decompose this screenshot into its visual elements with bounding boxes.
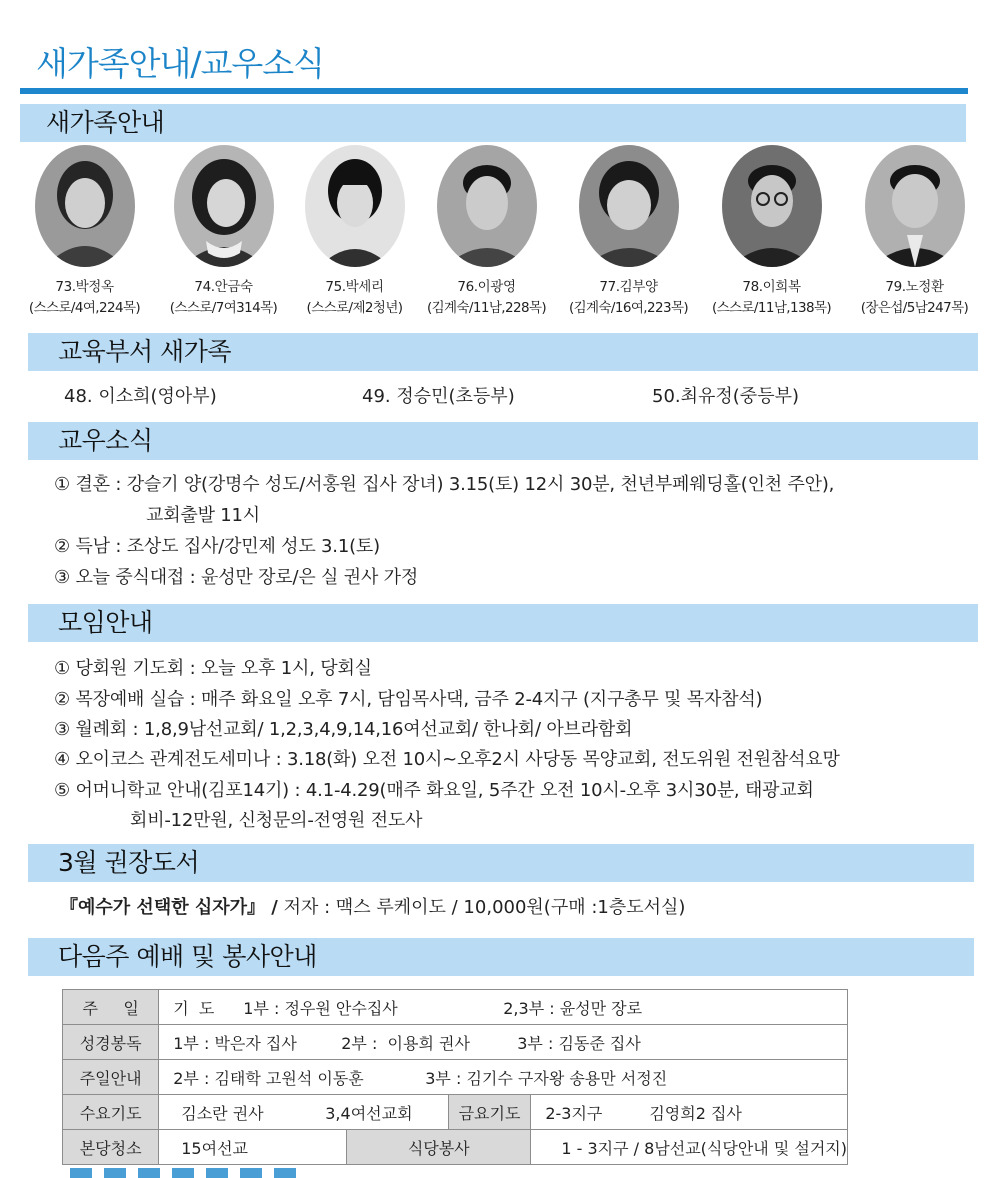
cell-text: 3부 : 김동준 집사 xyxy=(517,1033,641,1053)
meeting-line: ⑤ 어머니학교 안내(김포14기) : 4.1-4.29(매주 화요일, 5주간 오전 10시-오후 3시30분, 태광교회 xyxy=(54,780,814,801)
person-card xyxy=(699,145,844,316)
row-label: 성경봉독 xyxy=(63,1025,159,1060)
person-name: 78.이희복 xyxy=(742,279,801,295)
cell-text: 1부 : 정우원 안수집사 xyxy=(243,998,398,1018)
cell-text: 2부 : 이용희 권사 xyxy=(341,1033,470,1053)
section-header-next-week: 다음주 예배 및 봉사안내 xyxy=(28,938,974,976)
next-section-heading-cutoff xyxy=(70,1168,300,1178)
portrait-photo-icon xyxy=(865,145,965,267)
meeting-line: ③ 월례회 : 1,8,9남선교회/ 1,2,3,4,9,14,16여선교회/ 한나회/ 아브라함회 xyxy=(54,719,633,740)
portrait-photo-icon xyxy=(35,145,135,267)
news-line: ② 득남 : 조상도 집사/강민제 성도 3.1(토) xyxy=(54,536,380,557)
person-name: 73.박정옥 xyxy=(55,279,114,295)
meeting-line: 회비-12만원, 신청문의-전영원 전도사 xyxy=(130,810,423,831)
person-card xyxy=(556,145,701,316)
person-note: (스스로/11남,138목) xyxy=(711,300,832,316)
table-cell: 15여선교 xyxy=(159,1130,347,1165)
section-header-education: 교육부서 새가족 xyxy=(28,333,978,371)
table-cell xyxy=(159,990,848,1025)
row-label: 주 일 xyxy=(63,990,159,1025)
table-row xyxy=(63,1025,848,1060)
cell-text: 2-3지구 xyxy=(545,1103,603,1123)
page-title: 새가족안내/교우소식 xyxy=(36,44,325,83)
portrait-photo-icon xyxy=(174,145,274,267)
person-note: (스스로/7여314목) xyxy=(169,300,278,316)
person-card xyxy=(842,145,987,316)
person-note: (김계숙/11남,228목) xyxy=(426,300,547,316)
meeting-line: ① 당회원 기도회 : 오늘 오후 1시, 당회실 xyxy=(54,658,372,679)
person-card xyxy=(12,145,157,316)
title-divider xyxy=(20,88,968,94)
book-details: 저자 : 맥스 루케이도 / 10,000원(구매 :1층도서실) xyxy=(277,897,686,918)
cell-text: 2부 : 김태학 고원석 이동훈 xyxy=(173,1068,364,1088)
person-note: (스스로/제2청년) xyxy=(306,300,403,316)
cell-text: 1부 : 박은자 집사 xyxy=(173,1033,297,1053)
table-cell: 1 - 3지구 / 8남선교(식당안내 및 설거지) xyxy=(531,1130,848,1165)
cell-text: 3,4여선교회 xyxy=(325,1103,413,1123)
education-item: 49. 정승민(초등부) xyxy=(362,386,515,407)
table-cell xyxy=(159,1025,848,1060)
person-name: 75.박세리 xyxy=(325,279,384,295)
section-header-books: 3월 권장도서 xyxy=(28,844,974,882)
table-row xyxy=(63,990,848,1025)
person-note: (장은섭/5남247목) xyxy=(860,300,969,316)
table-cell xyxy=(531,1095,848,1130)
section-header-news: 교우소식 xyxy=(28,422,978,460)
person-card xyxy=(414,145,559,316)
meeting-line: ② 목장예배 실습 : 매주 화요일 오후 7시, 담임목사댁, 금주 2-4지구 (지구총무 및 목자참석) xyxy=(54,689,763,710)
news-line: 교회출발 11시 xyxy=(146,505,260,526)
new-family-photos xyxy=(28,145,986,320)
meeting-line: ④ 오이코스 관계전도세미나 : 3.18(화) 오전 10시~오후2시 사당동 목양교회, 전도위원 전원참석요망 xyxy=(54,749,840,770)
person-note: (스스로/4여,224목) xyxy=(28,300,141,316)
service-schedule-table xyxy=(62,989,848,1165)
person-name: 76.이광영 xyxy=(457,279,516,295)
kitchen-service-label: 식당봉사 xyxy=(347,1130,531,1165)
row-label: 본당청소 xyxy=(63,1130,159,1165)
person-card xyxy=(151,145,296,316)
person-name: 74.안금숙 xyxy=(194,279,253,295)
news-line: ① 결혼 : 강슬기 양(강명수 성도/서홍원 집사 장녀) 3.15(토) 12시 30분, 천년부페웨딩홀(인천 주안), xyxy=(54,474,835,495)
cell-text: 김소란 권사 xyxy=(181,1103,264,1123)
person-card xyxy=(282,145,427,316)
section-header-new-family: 새가족안내 xyxy=(20,104,966,142)
book-recommendation xyxy=(60,893,685,919)
portrait-photo-icon xyxy=(579,145,679,267)
friday-prayer-label: 금요기도 xyxy=(448,1095,531,1130)
table-cell xyxy=(159,1060,848,1095)
table-row xyxy=(63,1130,848,1165)
row-label: 수요기도 xyxy=(63,1095,159,1130)
prayer-label: 기 도 xyxy=(173,998,215,1018)
cell-text: 3부 : 김기수 구자왕 송용만 서정진 xyxy=(425,1068,668,1088)
book-title: 『예수가 선택한 십자가』 / xyxy=(60,897,278,918)
cell-text: 김영희2 집사 xyxy=(649,1103,742,1123)
education-item: 48. 이소희(영아부) xyxy=(64,386,217,407)
table-row xyxy=(63,1060,848,1095)
row-label: 주일안내 xyxy=(63,1060,159,1095)
cell-text: 2,3부 : 윤성만 장로 xyxy=(503,998,643,1018)
portrait-photo-icon xyxy=(305,145,405,267)
education-item: 50.최유정(중등부) xyxy=(652,386,799,407)
person-note: (김계숙/16여,223목) xyxy=(568,300,689,316)
person-name: 77.김부양 xyxy=(599,279,658,295)
portrait-photo-icon xyxy=(437,145,537,267)
section-header-meetings: 모임안내 xyxy=(28,604,978,642)
portrait-photo-icon xyxy=(722,145,822,267)
table-row xyxy=(63,1095,848,1130)
table-cell xyxy=(159,1095,448,1130)
person-name: 79.노정환 xyxy=(885,279,944,295)
news-line: ③ 오늘 중식대접 : 윤성만 장로/은 실 권사 가정 xyxy=(54,567,419,588)
